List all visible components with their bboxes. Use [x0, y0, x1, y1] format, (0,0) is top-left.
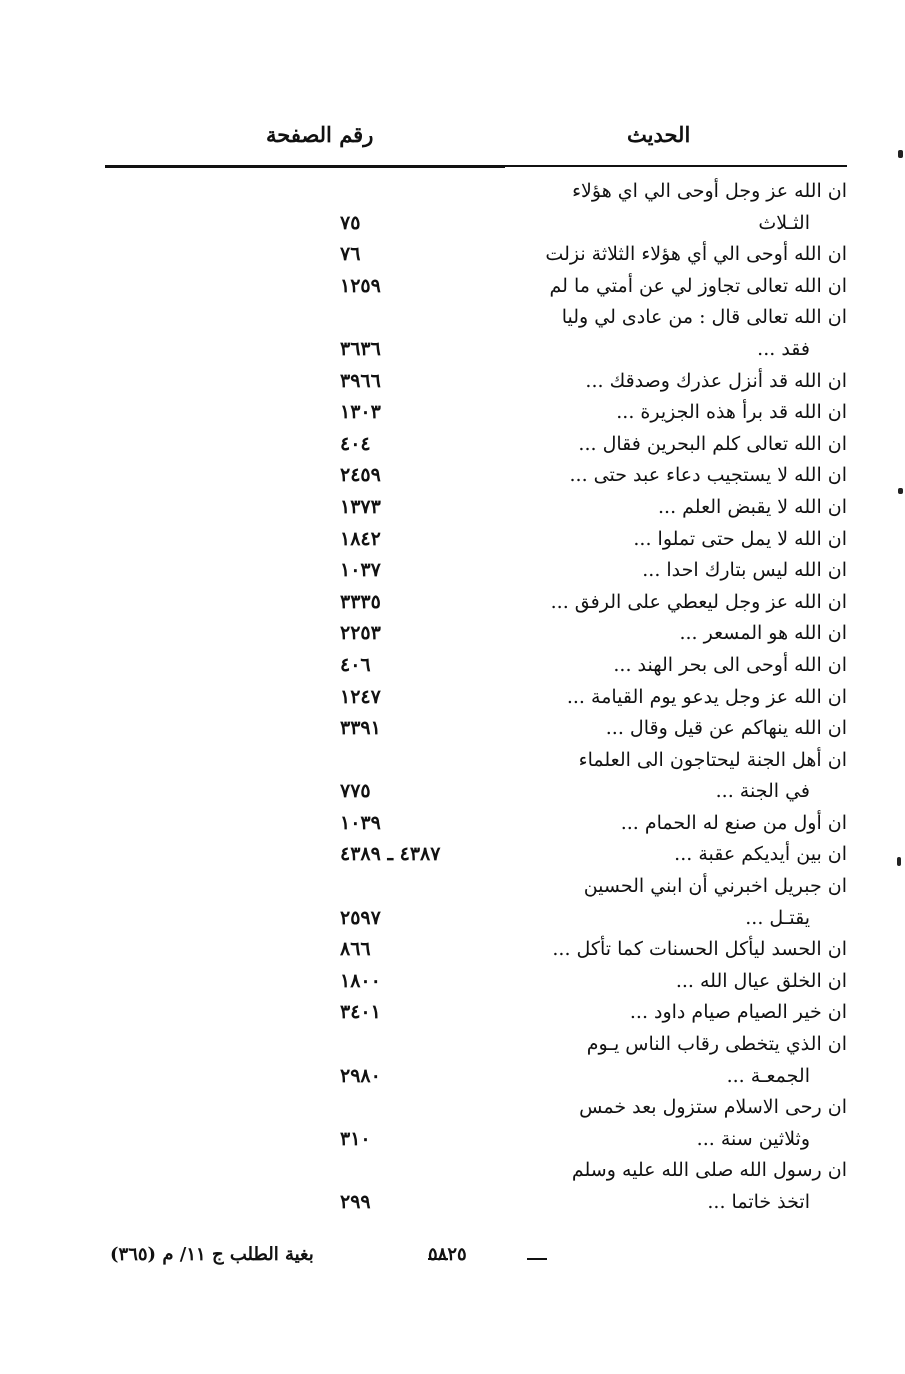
index-entry [0, 524, 905, 556]
index-entry [0, 1155, 905, 1187]
index-entry [0, 176, 905, 208]
index-entry [0, 334, 905, 366]
page-reference: ٢٤٥٩ [340, 464, 381, 487]
header-rule-double [105, 167, 505, 168]
hadith-text: فقد ... [757, 337, 810, 360]
page-reference: ٣٣٩١ [340, 717, 381, 740]
hadith-text: الثـلاث [758, 211, 810, 234]
hadith-text: ان الله عز وجل ليعطي على الرفق ... [550, 590, 847, 613]
scan-speck [898, 488, 903, 494]
hadith-text: ان الله لا يمل حتى تملوا ... [633, 527, 847, 550]
page-reference: ٢٥٩٧ [340, 906, 381, 929]
hadith-text: ان رحى الاسلام ستزول بعد خمس [579, 1096, 847, 1119]
index-entry [0, 618, 905, 650]
hadith-text: ان بين أيديكم عقبة ... [674, 843, 847, 866]
page-reference: ٤٠٤ [340, 432, 371, 455]
hadith-text: ان الله تعالى كلم البحرين فقال ... [578, 432, 847, 455]
hadith-text: الجمعـة ... [726, 1064, 810, 1087]
index-entry [0, 492, 905, 524]
page-reference: ٣٣٣٥ [340, 590, 381, 613]
page-number: ٥٨٢٥ [428, 1244, 467, 1265]
index-entry [0, 429, 905, 461]
hadith-text: ان الخلق عيال الله ... [675, 969, 847, 992]
index-entry [0, 776, 905, 808]
page-reference: ٣٤٠١ [340, 1001, 381, 1024]
page-reference: ٤٠٦ [340, 653, 371, 676]
index-entry [0, 713, 905, 745]
index-entry [0, 1124, 905, 1156]
hadith-text: ان الله ينهاكم عن قيل وقال ... [605, 717, 847, 740]
hadith-text: ان الله أوحى الى بحر الهند ... [613, 653, 847, 676]
hadith-text: يقتـل ... [745, 906, 810, 929]
hadith-text: ان أول من صنع له الحمام ... [620, 811, 847, 834]
hadith-text: ان الله تعالى قال : من عادى لي وليا [561, 306, 847, 329]
index-entry [0, 1187, 905, 1219]
index-entry [0, 903, 905, 935]
hadith-text: ان الله أوحى الي أي هؤلاء الثلاثة نزلت [545, 243, 847, 266]
page-reference: ٤٣٨٧ ـ ٤٣٨٩ [340, 843, 441, 866]
page-reference: ١٠٣٩ [340, 811, 381, 834]
hadith-text: ان الذي يتخطى رقاب الناس يـوم [586, 1033, 847, 1056]
hadith-text: اتخذ خاتما ... [707, 1191, 810, 1213]
hadith-text: ان أهل الجنة ليحتاجون الى العلماء [578, 748, 847, 771]
index-entry [0, 1092, 905, 1124]
page-reference: ٧٧٥ [340, 780, 371, 803]
index-entry [0, 839, 905, 871]
hadith-text: ان خير الصيام صيام داود ... [629, 1001, 847, 1024]
page-reference: ٧٥ [340, 211, 361, 234]
hadith-text: ان الله عز وجل أوحى الي اي هؤلاء [572, 180, 847, 202]
hadith-column-header: الحديث [627, 122, 691, 147]
hadith-text: ان الله ليس بتارك احدا ... [642, 559, 847, 582]
page-reference: ٣١٠ [340, 1127, 371, 1150]
index-entry [0, 1061, 905, 1093]
index-entry [0, 555, 905, 587]
index-entry [0, 1029, 905, 1061]
scan-speck [897, 857, 901, 866]
page-reference: ١٣٠٣ [340, 401, 381, 424]
source-reference: بغية الطلب ج ١١/ م (٣٦٥) [110, 1244, 314, 1265]
hadith-text: ان الله قد أنزل عذرك وصدقك ... [585, 369, 847, 392]
hadith-text: في الجنة ... [715, 780, 810, 803]
hadith-text: ان الله تعالى تجاوز لي عن أمتي ما لم [549, 274, 847, 297]
hadith-text: وثلاثين سنة ... [696, 1127, 810, 1150]
index-entry [0, 460, 905, 492]
index-entry [0, 271, 905, 303]
index-entry [0, 239, 905, 271]
footer-dash [428, 1258, 448, 1260]
index-entry [0, 208, 905, 240]
page-reference: ٢٢٥٣ [340, 622, 381, 645]
index-entry [0, 997, 905, 1029]
index-entry [0, 682, 905, 714]
index-entries [0, 176, 905, 1226]
page-reference: ٣٩٦٦ [340, 369, 381, 392]
index-entry [0, 397, 905, 429]
hadith-text: ان الله لا يستجيب دعاء عبد حتى ... [569, 464, 847, 487]
index-entry [0, 745, 905, 777]
hadith-text: ان الله هو المسعر ... [679, 622, 847, 645]
page-number-column-header: رقم الصفحة [266, 122, 374, 147]
page-reference: ١٨٤٢ [340, 527, 381, 550]
scan-speck [898, 150, 903, 158]
index-entry [0, 650, 905, 682]
hadith-text: ان رسول الله صلى الله عليه وسلم [571, 1159, 847, 1182]
page-reference: ٢٩٩ [340, 1191, 371, 1213]
hadith-text: ان الله قد برأ هذه الجزيرة ... [616, 401, 847, 424]
page-reference: ١٢٤٧ [340, 685, 381, 708]
hadith-text: ان جبريل اخبرني أن ابني الحسين [583, 875, 847, 898]
footer-dash [527, 1258, 547, 1260]
index-entry [0, 871, 905, 903]
index-entry [0, 302, 905, 334]
page-reference: ٨٦٦ [340, 938, 371, 961]
index-entry [0, 966, 905, 998]
page-reference: ٢٩٨٠ [340, 1064, 381, 1087]
hadith-text: ان الحسد ليأكل الحسنات كما تأكل ... [552, 938, 847, 961]
page-reference: ٣٦٣٦ [340, 337, 381, 360]
page-reference: ١٠٣٧ [340, 559, 381, 582]
page-reference: ١٣٧٣ [340, 495, 381, 518]
index-entry [0, 808, 905, 840]
index-entry [0, 587, 905, 619]
page-reference: ٧٦ [340, 243, 361, 266]
index-entry [0, 366, 905, 398]
index-entry [0, 934, 905, 966]
hadith-text: ان الله عز وجل يدعو يوم القيامة ... [566, 685, 847, 708]
page-reference: ١٢٥٩ [340, 274, 381, 297]
hadith-text: ان الله لا يقبض العلم ... [657, 495, 847, 518]
page-reference: ١٨٠٠ [340, 969, 381, 992]
